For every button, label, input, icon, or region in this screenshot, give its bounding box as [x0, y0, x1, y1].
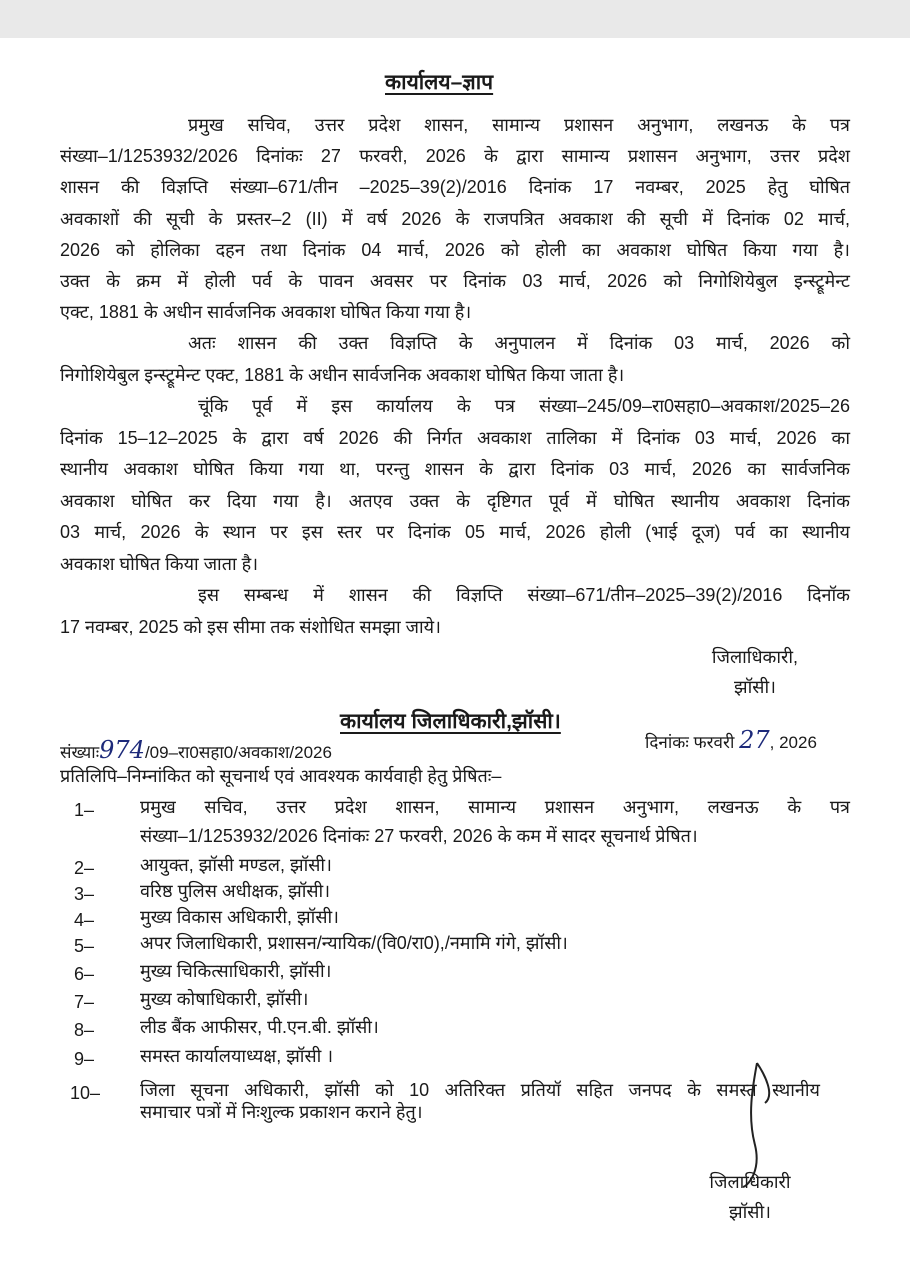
memo-line: दिनांक 15–12–2025 के द्वारा वर्ष 2026 की निर्गत अवकाश तालिका में दिनांक 03 मार्च, 2026 का — [60, 428, 850, 448]
memo-line: शासन की विज्ञप्ति संख्या–671/तीन –2025–39(2)/2016 दिनांक 17 नवम्बर, 2025 हेतु घोषित — [60, 177, 850, 197]
ref-prefix: संख्याः — [60, 743, 100, 762]
memo-title: कार्यालय–ज्ञाप — [385, 71, 494, 94]
item-number: 8– — [74, 1020, 95, 1040]
item-number: 4– — [74, 910, 95, 930]
list-item: संख्या–1/1253932/2026 दिनांकः 27 फरवरी, 2026 के कम में सादर सूचनार्थ प्रेषित। — [140, 826, 698, 846]
handwritten-date: 27 — [739, 726, 770, 754]
signature-place: झॉसी। — [729, 1202, 771, 1222]
list-item: समाचार पत्रों में निःशुल्क प्रकाशन कराने हेतु। — [140, 1102, 423, 1122]
reference-number — [60, 736, 332, 764]
signature-designation: जिलाधिकारी — [709, 1172, 791, 1192]
item-number: 2– — [74, 858, 95, 878]
memo-line: उक्त के क्रम में होली पर्व के पावन अवसर पर दिनांक 03 मार्च, 2026 को निगोशियेबुल इन्स्ट्रूमेन्ट — [60, 271, 850, 291]
list-item: आयुक्त, झॉसी मण्डल, झॉसी। — [140, 855, 332, 875]
list-item: अपर जिलाधिकारी, प्रशासन/न्यायिक/(वि0/रा0),/नमामि गंगे, झॉसी। — [140, 933, 568, 953]
list-item: मुख्य चिकित्साधिकारी, झॉसी। — [140, 961, 332, 981]
endorsement-date — [645, 726, 817, 754]
item-number: 1– — [74, 800, 95, 820]
memo-signature — [700, 642, 810, 702]
memo-line: प्रमुख सचिव, उत्तर प्रदेश शासन, सामान्य प्रशासन अनुभाग, लखनऊ के पत्र — [188, 115, 850, 135]
memo-line: इस सम्बन्ध में शासन की विज्ञप्ति संख्या–671/तीन–2025–39(2)/2016 दिनॉक — [198, 585, 850, 605]
item-number: 6– — [74, 964, 95, 984]
ref-suffix: /09–रा0सहा0/अवकाश/2026 — [144, 743, 332, 762]
list-item: मुख्य विकास अधिकारी, झॉसी। — [140, 907, 339, 927]
list-item: मुख्य कोषाधिकारी, झॉसी। — [140, 989, 309, 1009]
memo-line: 2026 को होलिका दहन तथा दिनांक 04 मार्च, 2026 को होली का अवकाश घोषित किया गया है। — [60, 240, 850, 260]
memo-line: 03 मार्च, 2026 के स्थान पर इस स्तर पर दिनांक 05 मार्च, 2026 होली (भाई दूज) पर्व का स्थानीय — [60, 522, 851, 542]
item-number: 5– — [74, 936, 95, 956]
memo-line: संख्या–1/1253932/2026 दिनांकः 27 फरवरी, 2026 के द्वारा सामान्य प्रशासन अनुभाग, उत्तर प्रदेश — [60, 146, 850, 166]
list-item: वरिष्ठ पुलिस अधीक्षक, झॉसी। — [140, 881, 331, 901]
item-number: 3– — [74, 884, 95, 904]
item-number: 10– — [70, 1083, 101, 1103]
signature-designation: जिलाधिकारी, — [711, 647, 799, 667]
memo-line: स्थानीय अवकाश घोषित किया गया था, परन्तु शासन के द्वारा दिनांक 03 मार्च, 2026 का सार्वजनिक — [60, 459, 850, 479]
item-number: 7– — [74, 992, 95, 1012]
memo-line: एक्ट, 1881 के अधीन सार्वजनिक अवकाश घोषित किया गया है। — [60, 302, 472, 322]
list-item: लीड बैंक आफीसर, पी.एन.बी. झॉसी। — [140, 1017, 379, 1037]
list-item: प्रमुख सचिव, उत्तर प्रदेश शासन, सामान्य प्रशासन अनुभाग, लखनऊ के पत्र — [140, 797, 850, 817]
endorsement-title: कार्यालय जिलाधिकारी,झॉसी। — [340, 710, 561, 733]
copy-line: प्रतिलिपि–निम्नांकित को सूचनार्थ एवं आवश्यक कार्यवाही हेतु प्रेषितः– — [60, 766, 502, 786]
memo-line: निगोशियेबुल इन्स्ट्रूमेन्ट एक्ट, 1881 के अधीन सार्वजनिक अवकाश घोषित किया जाता है। — [60, 365, 625, 385]
memo-line: अवकाश घोषित कर दिया गया है। अतएव उक्त के दृष्टिगत पूर्व में घोषित स्थानीय अवकाश दिनांक — [60, 491, 850, 511]
list-item: जिला सूचना अधिकारी, झॉसी को 10 अतिरिक्त प्रतियॉ सहित जनपद के समस्त स्थानीय — [140, 1080, 820, 1100]
memo-line: अवकाशों की सूची के प्रस्तर–2 (II) में वर्ष 2026 के राजपत्रित अवकाश की सूची में दिनांक 02 मार्च, — [60, 209, 850, 229]
signature-place: झॉसी। — [734, 677, 776, 697]
list-item: समस्त कार्यालयाध्यक्ष, झॉसी । — [140, 1046, 334, 1066]
endorsement-signature — [690, 1167, 810, 1227]
date-suffix: , 2026 — [769, 733, 817, 752]
memo-line: अवकाश घोषित किया जाता है। — [60, 554, 259, 574]
item-number: 9– — [74, 1049, 95, 1069]
date-prefix: दिनांकः फरवरी — [645, 733, 735, 752]
memo-line: अतः शासन की उक्त विज्ञप्ति के अनुपालन में दिनांक 03 मार्च, 2026 को — [188, 333, 850, 353]
memo-line: 17 नवम्बर, 2025 को इस सीमा तक संशोधित समझा जाये। — [60, 617, 441, 637]
handwritten-ref-number: 974 — [99, 736, 145, 764]
memo-line: चूंकि पूर्व में इस कार्यालय के पत्र संख्या–245/09–रा0सहा0–अवकाश/2025–26 — [198, 396, 850, 416]
top-band — [0, 0, 910, 38]
